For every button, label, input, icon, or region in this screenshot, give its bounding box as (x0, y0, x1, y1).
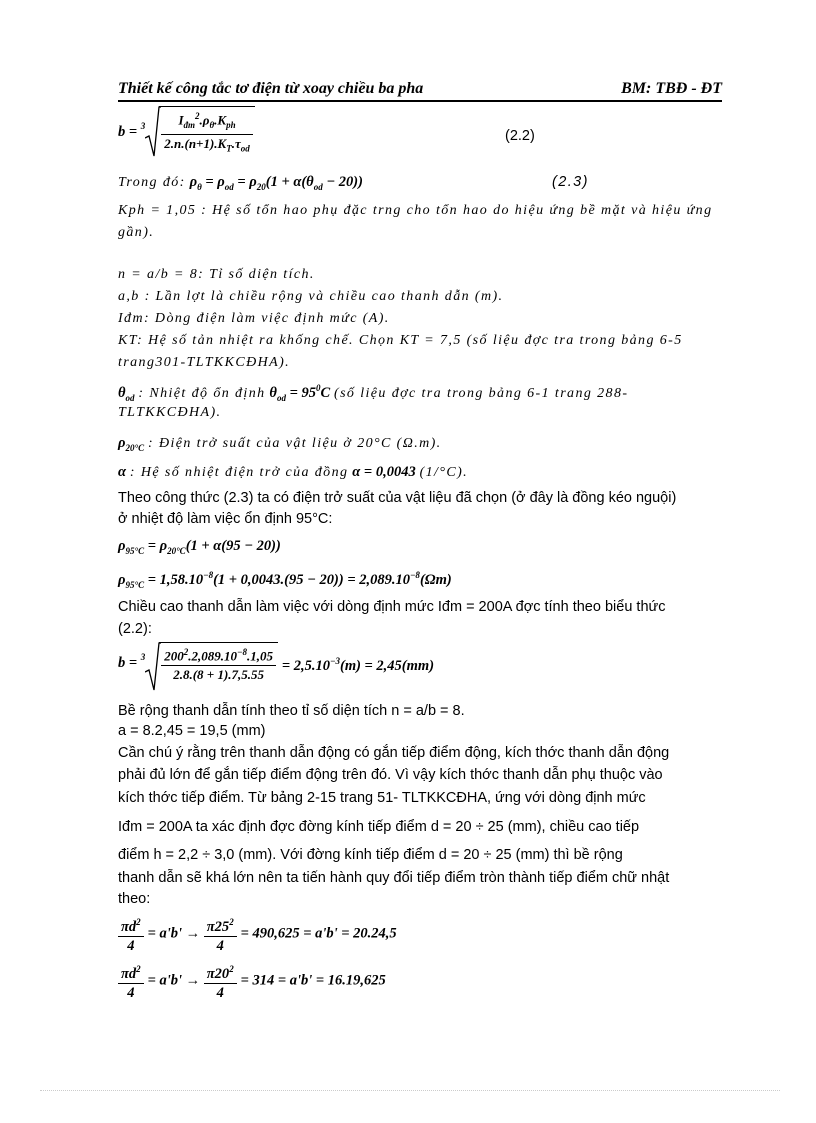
text-line: (2.2): (118, 621, 152, 637)
equation-area-20: $\frac{\pi d^2}{4}$ = a'b' → $\frac{\pi 20^2}{4}$ = 314 = a'b' = 16.19,625 (118, 960, 386, 1002)
text-line: điểm h = 2,2 ÷ 3,0 (mm). Với đờng kính tiếp điểm d = 20 ÷ 25 (mm) thì bề rộng (118, 847, 623, 863)
header-department: BM: TBĐ - ĐT (621, 80, 722, 97)
text-line: KT: Hệ số tản nhiệt ra khống chế. Chọn KT = 7,5 (số liệu đợc tra trong bảng 6-5 (118, 333, 683, 348)
equation-2-3: Trong đó: $\rho_\theta = \rho_{od} = \rho_{20}(1 + \alpha(\theta_{od} - 20))$ (118, 174, 363, 192)
text-line: a,b : Lần lợt là chiều rộng và chiều cao thanh dẫn (m). (118, 289, 504, 304)
equation-b-value: b = $^3$ $\frac{200^2.2,089.10^{-8}.1,05}{2.8.(8 + 1).7,5.55}$ = $2,5.10^{-3}(m) = 2,45(mm)$ (118, 642, 434, 684)
equation-rho95-value: $\rho_{95^\circ C} = 1,58.10^{-8}(1 + 0,0043.(95 - 20)) = 2,089.10^{-8}(\Omega m)$ (118, 570, 452, 590)
text-line: n = a/b = 8: Tỉ số diện tích. (118, 267, 315, 282)
page-header (118, 80, 722, 102)
text-line: kích thớc tiếp điểm. Từ bảng 2-15 trang 51- TLTKKCĐHA, ứng với dòng định mức (118, 790, 646, 806)
theta-line: $\theta_{od}$ : Nhiệt độ ổn định $\theta_{od} = 95^0C$ (số liệu đợc tra trong bảng 6-1 trang 288- (118, 383, 629, 403)
text-line: thanh dẫn sẽ khá lớn nên ta tiến hành quy đổi tiếp điểm tròn thành tiếp điểm chữ nhật (118, 870, 670, 886)
text-line: theo: (118, 891, 151, 907)
equation-2-2: b = $^3$ $\frac{I_{đm}^2.\rho_\theta.K_{ph}}{2.n.(n+1).K_T.\tau_{od}}$ (118, 106, 255, 158)
text-line: Iđm = 200A ta xác định đợc đờng kính tiếp điểm d = 20 ÷ 25 (mm), chiều cao tiếp (118, 819, 640, 835)
text-line: Bề rộng thanh dẫn tính theo tỉ số diện tích n = a/b = 8. (118, 703, 465, 719)
text-line: Chiều cao thanh dẫn làm việc với dòng định mức Iđm = 200A đợc tính theo biểu thức (118, 599, 666, 615)
text-line: trang301-TLTKKCĐHA). (118, 355, 291, 370)
equation-number-2-3: (2.3) (552, 174, 589, 190)
equation-rho95: $\rho_{95^\circ C} = \rho_{20^\circ C}(1 + \alpha(95 - 20))$ (118, 538, 281, 556)
text-line: TLTKKCĐHA). (118, 405, 222, 420)
equation-label: Trong đó: (118, 175, 186, 190)
equation-area-25: $\frac{\pi d^2}{4}$ = a'b' → $\frac{\pi 25^2}{4}$ = 490,625 = a'b' = 20.24,5 (118, 913, 397, 955)
text-line: a = 8.2,45 = 19,5 (mm) (118, 723, 266, 739)
page-bottom-rule (40, 1090, 780, 1091)
text-line: Cần chú ý rằng trên thanh dẫn động có gắn tiếp điểm động, kích thớc thanh dẫn động (118, 745, 670, 761)
text-line: ở nhiệt độ làm việc ổn định 95°C: (118, 511, 333, 527)
rho-line: $\rho_{20^\circ C}$ : Điện trở suất của vật liệu ở 20°C (Ω.m). (118, 435, 442, 453)
text-line: Theo công thức (2.3) ta có điện trở suất của vật liệu đã chọn (ở đây là đồng kéo nguội) (118, 490, 677, 506)
text-line: phải đủ lớn để gắn tiếp điểm động trên đó. Vì vậy kích thớc thanh dẫn phụ thuộc vào (118, 767, 663, 783)
text-line: Kph = 1,05 : Hệ số tổn hao phụ đặc trng cho tổn hao do hiệu ứng bề mặt và hiệu ứng (118, 203, 713, 218)
equation-number-2-2: (2.2) (505, 128, 535, 144)
text-line: Iđm: Dòng điện làm việc định mức (A). (118, 311, 390, 326)
text-line: gần). (118, 225, 155, 240)
header-title: Thiết kế công tắc tơ điện từ xoay chiều ba pha (118, 80, 424, 97)
alpha-line: α : Hệ số nhiệt điện trở của đồng α = 0,0043 (1/°C). (118, 464, 469, 480)
